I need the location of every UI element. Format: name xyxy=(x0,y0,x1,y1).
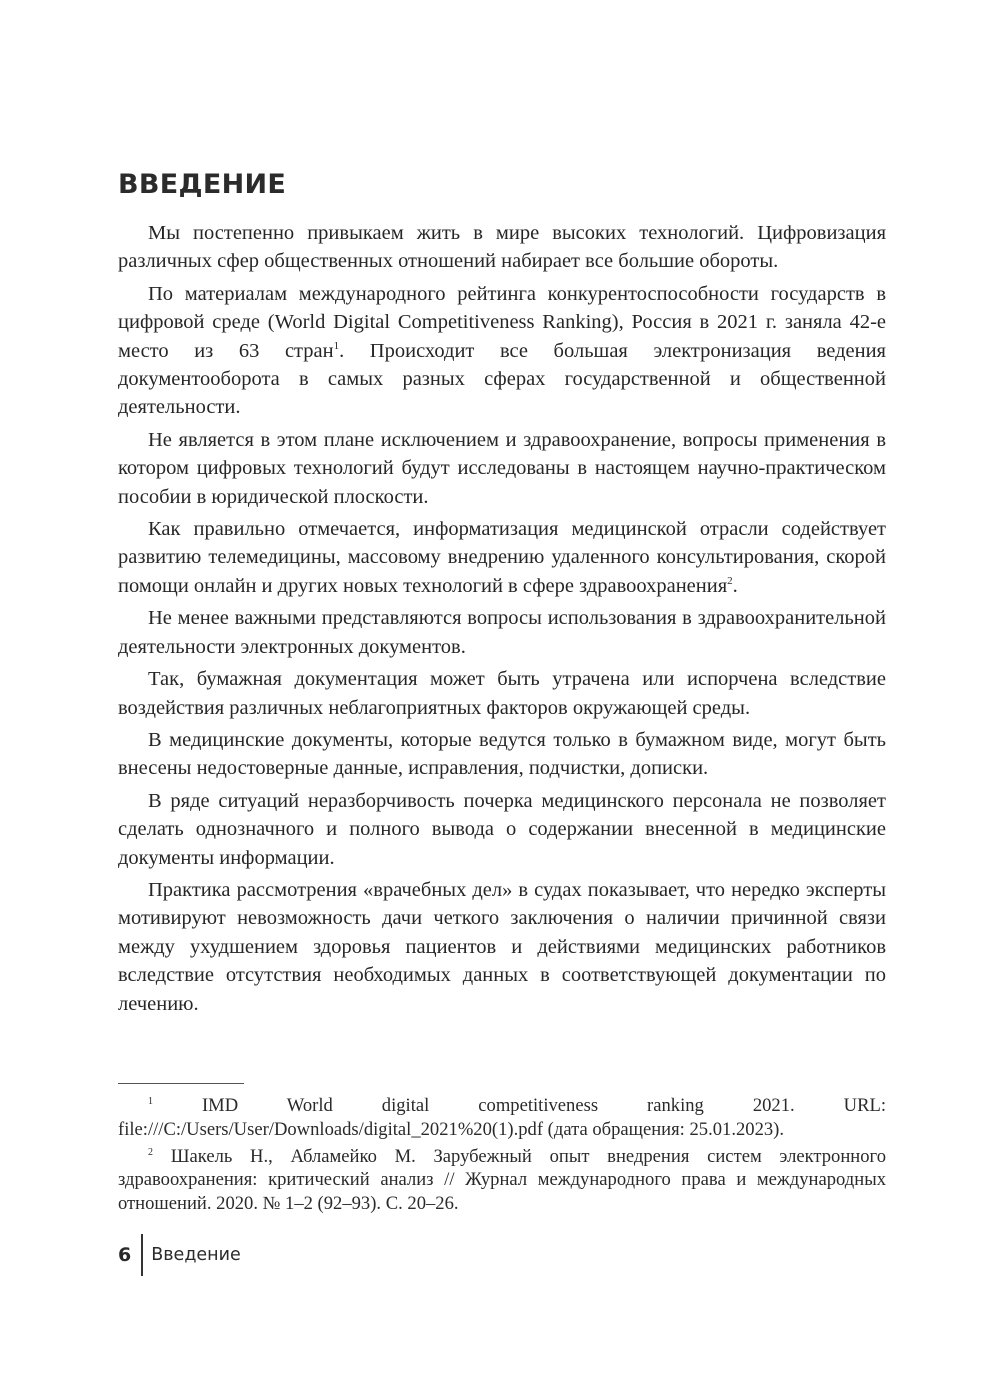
footer-divider xyxy=(141,1234,143,1276)
chapter-title: ВВЕДЕНИЕ xyxy=(118,169,287,200)
paragraph-7: В медицинские документы, которые ведутся только в бумажном виде, могут быть внесены недостоверные данные, исправления, подчистки, дописки. xyxy=(118,728,886,780)
paragraph-4-tail: . xyxy=(732,574,738,597)
footnote-separator xyxy=(118,1083,244,1084)
running-footer xyxy=(118,1234,241,1276)
paragraph-4 xyxy=(118,515,886,600)
paragraph-2 xyxy=(118,280,886,422)
paragraph-5: Не менее важными представляются вопросы использования в здравоохранительной деятельности электронных документов. xyxy=(118,607,886,658)
paragraph-1: Мы постепенно привыкаем жить в мире высоких технологий. Цифровизация различных сфер общественных отношений набирает все большие обороты. xyxy=(118,222,886,273)
paragraph-2-text: По материалам международного рейтинга конкурентоспособности государств в цифровой среде (World Digital Competitiveness Ranking), Россия в 2021 г. заняла 42-е место из 63 стран xyxy=(118,282,886,362)
footnote-1-marker: 1 xyxy=(148,1095,153,1107)
footnote-2-text: Шакель Н., Абламейко М. Зарубежный опыт внедрения систем электронного здравоохранения: критический анализ // Журнал международного права и международных отношений. 2020. № 1–2 (92–93). С. 20–26. xyxy=(118,1145,887,1215)
footnote-ref-1[interactable]: 1 xyxy=(333,339,340,352)
paragraph-4-text: Как правильно отмечается, информатизация медицинской отрасли содействует развитию телемедицины, массовому внедрению удаленного консультирования, скорой помощи онлайн и других новых технологий в сфере здравоохранения xyxy=(118,518,886,597)
footnote-2 xyxy=(118,1145,886,1216)
paragraph-8: В ряде ситуаций неразборчивость почерка медицинского персонала не позволяет сделать однозначного и полного вывода о содержании внесенной в медицинские документы информации. xyxy=(118,789,886,869)
footnote-ref-2[interactable]: 2 xyxy=(727,575,733,588)
paragraph-6: Так, бумажная документация может быть утрачена или испорчена вследствие воздействия различных неблагоприятных факторов окружающей среды. xyxy=(118,668,886,719)
page-content xyxy=(118,165,886,1022)
footnote-2-marker: 2 xyxy=(148,1146,153,1158)
footnote-1 xyxy=(118,1094,886,1142)
footnotes xyxy=(118,1094,886,1219)
paragraph-3: Не является в этом плане исключением и здравоохранение, вопросы применения в котором цифровых технологий будут исследованы в настоящем научно-практическом пособии в юридической плоскости. xyxy=(118,428,886,508)
body-text xyxy=(118,219,886,1018)
footnote-1-text: IMD World digital competitiveness ranking 2021. URL: file:///C:/Users/User/Downloads/digital_2021%20(1).pdf (дата обращения: 25.01.2023). xyxy=(118,1095,886,1140)
page-number: 6 xyxy=(118,1244,132,1266)
paragraph-9: Практика рассмотрения «врачебных дел» в судах показывает, что нередко эксперты мотивируют невозможность дачи четкого заключения о наличии причинной связи между ухудшением здоровья пациентов и действиями медицинских работников вследствие отсутствия необходимых данных в соответствующей документации по лечению. xyxy=(118,878,886,1015)
paragraph-2-tail: . Происходит все большая электронизация ведения документооборота в самых разных сферах государственной и общественной деятельности. xyxy=(118,339,886,419)
footer-section-title: Введение xyxy=(151,1245,241,1265)
